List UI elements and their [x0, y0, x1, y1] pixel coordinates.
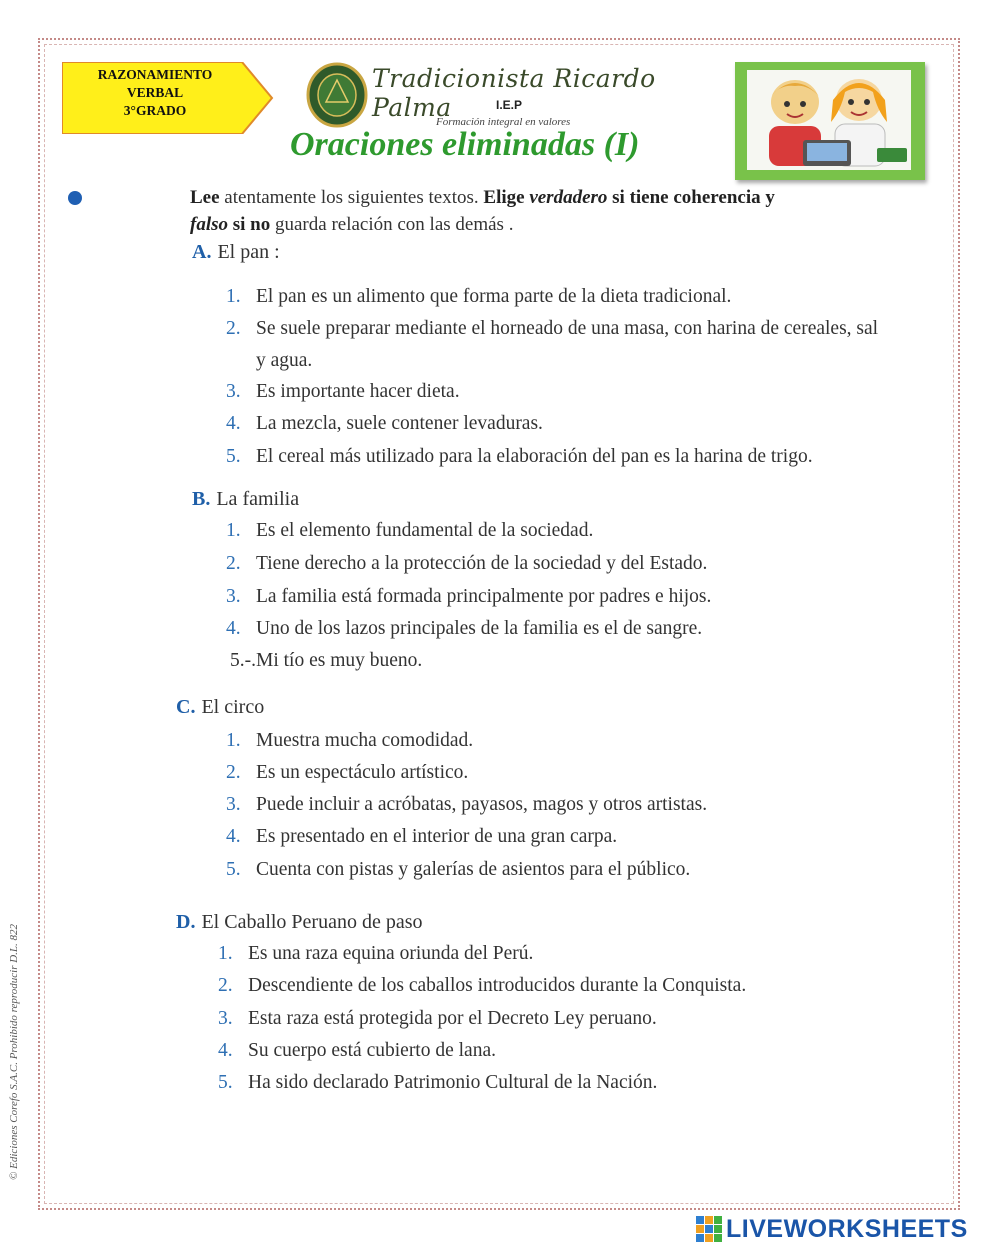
- section-c-heading: [176, 696, 264, 719]
- list-item: [226, 286, 731, 308]
- instr-elige: Elige: [483, 187, 525, 208]
- item-text: El pan es un alimento que forma parte de la dieta tradicional.: [256, 286, 732, 307]
- section-title: El circo: [201, 696, 265, 718]
- item-number: 2.: [226, 553, 241, 574]
- instr-text-2: guarda relación con las demás .: [270, 214, 514, 235]
- item-number: 1.: [226, 520, 241, 541]
- list-item: [226, 826, 617, 848]
- item-number: 4.: [226, 826, 241, 847]
- school-name: Tradicionista Ricardo Palma: [372, 64, 656, 122]
- page-title: Oraciones eliminadas (I): [290, 126, 640, 163]
- item-number: 3.: [226, 586, 241, 607]
- liveworksheets-logo: [696, 1216, 968, 1242]
- copyright-note: [8, 880, 28, 1180]
- item-number: 3.: [226, 381, 241, 402]
- item-text: Es presentado en el interior de una gran carpa.: [256, 826, 618, 847]
- item-number: 2.: [226, 318, 241, 339]
- item-number: 4.: [226, 413, 241, 434]
- list-item: [226, 859, 690, 881]
- list-item: [226, 618, 702, 640]
- instr-coherencia: si tiene coherencia y: [607, 187, 775, 208]
- item-text: Puede incluir a acróbatas, payasos, magos y otros artistas.: [256, 794, 708, 815]
- list-item: [226, 586, 711, 608]
- kids-illustration: [735, 62, 925, 180]
- instr-lee: Lee: [190, 187, 220, 208]
- item-text: Es un espectáculo artístico.: [256, 762, 469, 783]
- item-number: 2.: [218, 975, 233, 996]
- item-text: Esta raza está protegida por el Decreto Ley peruano.: [248, 1008, 657, 1029]
- item-number: 3.: [226, 794, 241, 815]
- section-letter: C.: [176, 696, 196, 718]
- item-text: 5.-.Mi tío es muy bueno.: [230, 650, 423, 671]
- item-text: Es una raza equina oriunda del Perú.: [248, 943, 534, 964]
- list-item: [226, 794, 707, 816]
- list-item: [226, 413, 543, 435]
- badge-line-2: VERBAL: [126, 85, 184, 100]
- list-item: [226, 313, 886, 377]
- section-a-heading: [192, 241, 280, 264]
- list-item: [226, 520, 593, 542]
- list-item: [218, 1040, 496, 1062]
- list-item: [218, 1008, 657, 1030]
- school-emblem-icon: [306, 62, 368, 128]
- section-d-heading: [176, 911, 423, 934]
- section-letter: A.: [192, 241, 212, 263]
- list-item: [218, 943, 533, 965]
- list-item: [226, 762, 468, 784]
- item-number: 1.: [226, 730, 241, 751]
- liveworksheets-icon: [696, 1216, 722, 1242]
- instr-si-no: si no: [228, 214, 271, 235]
- item-number: 1.: [218, 943, 233, 964]
- item-number: 5.: [218, 1072, 233, 1093]
- item-text: Muestra mucha comodidad.: [256, 730, 474, 751]
- section-title: El Caballo Peruano de paso: [201, 911, 423, 933]
- item-text: Se suele preparar mediante el horneado de una masa, con harina de cereales, sal y agua.: [256, 318, 879, 371]
- section-letter: D.: [176, 911, 196, 933]
- section-b-heading: [192, 488, 299, 511]
- item-number: 3.: [218, 1008, 233, 1029]
- kids-with-laptop-icon: [747, 70, 911, 170]
- list-item: [230, 650, 422, 672]
- item-number: 5.: [226, 859, 241, 880]
- item-text: Cuenta con pistas y galerías de asientos para el público.: [256, 859, 691, 880]
- item-text: La familia está formada principalmente por padres e hijos.: [256, 586, 712, 607]
- instr-verdadero: verdadero: [529, 187, 608, 208]
- item-number: 4.: [218, 1040, 233, 1061]
- instr-text-1: atentamente los siguientes textos.: [219, 187, 484, 208]
- section-letter: B.: [192, 488, 211, 510]
- item-text: Descendiente de los caballos introducidos durante la Conquista.: [248, 975, 747, 996]
- item-text: La mezcla, suele contener levaduras.: [256, 413, 543, 434]
- section-title: La familia: [216, 488, 300, 510]
- badge-line-1: RAZONAMIENTO: [97, 67, 213, 82]
- item-text: Uno de los lazos principales de la familia es el de sangre.: [256, 618, 703, 639]
- subject-badge: [62, 62, 274, 134]
- item-text: Es importante hacer dieta.: [256, 381, 460, 402]
- list-item: [226, 446, 813, 468]
- list-item: [226, 553, 707, 575]
- bullet-icon: [68, 191, 82, 205]
- badge-line-3: 3°GRADO: [123, 103, 187, 118]
- school-type: I.E.P: [496, 98, 523, 112]
- item-number: 1.: [226, 286, 241, 307]
- item-text: Tiene derecho a la protección de la sociedad y del Estado.: [256, 553, 708, 574]
- item-text: Ha sido declarado Patrimonio Cultural de la Nación.: [248, 1072, 658, 1093]
- instr-falso: falso: [190, 214, 228, 235]
- item-number: 5.: [226, 446, 241, 467]
- list-item: [226, 381, 460, 403]
- section-title: El pan :: [217, 241, 280, 263]
- school-motto: Formación integral en valores: [436, 116, 571, 128]
- item-text: Su cuerpo está cubierto de lana.: [248, 1040, 496, 1061]
- item-text: Es el elemento fundamental de la sociedad.: [256, 520, 594, 541]
- list-item: [226, 730, 473, 752]
- item-number: 4.: [226, 618, 241, 639]
- copyright-text: © Ediciones Corefo S.A.C. Prohibido reproducir D.L. 822: [8, 923, 20, 1180]
- item-number: 2.: [226, 762, 241, 783]
- liveworksheets-wordmark: LIVEWORKSHEETS: [726, 1214, 968, 1243]
- list-item: [218, 975, 746, 997]
- item-text: El cereal más utilizado para la elaboración del pan es la harina de trigo.: [256, 446, 813, 467]
- school-logo: [306, 60, 666, 132]
- list-item: [218, 1072, 657, 1094]
- instructions: [190, 184, 890, 238]
